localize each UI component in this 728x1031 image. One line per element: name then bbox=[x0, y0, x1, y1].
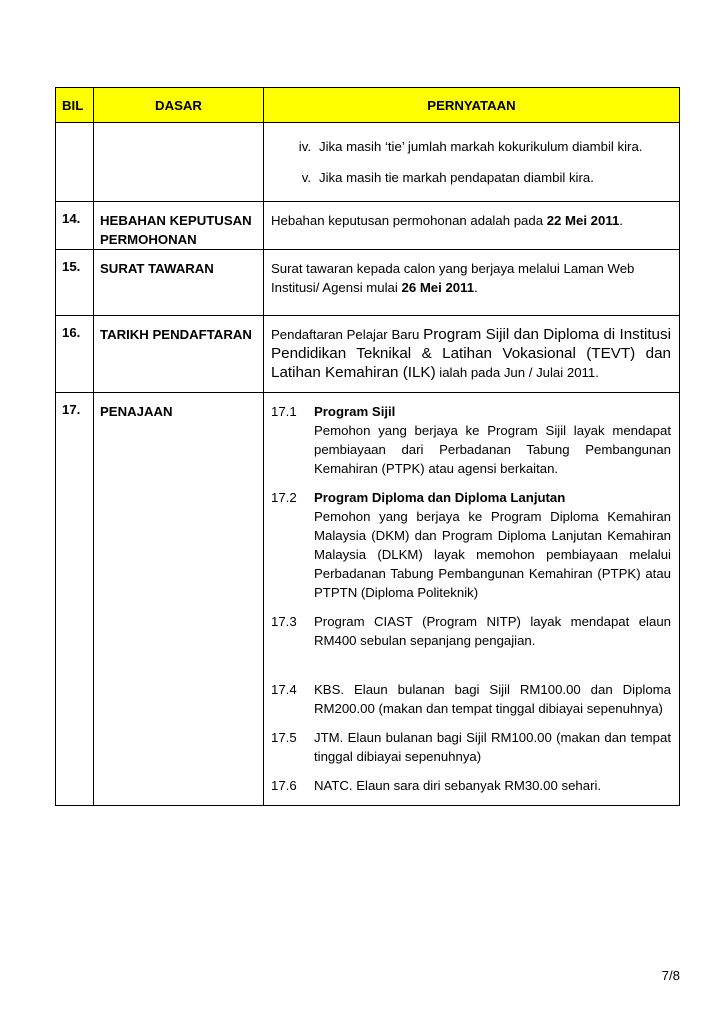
list-item bbox=[271, 776, 671, 795]
row-pernyataan-cell bbox=[264, 123, 680, 202]
list-item-label: 17.1 bbox=[271, 404, 297, 419]
table-header-row bbox=[56, 88, 680, 123]
statement-end: ialah pada Jun / Julai 2011. bbox=[435, 365, 599, 380]
list-item-label: 17.2 bbox=[271, 490, 297, 505]
list-item bbox=[271, 137, 671, 156]
header-dasar: DASAR bbox=[94, 88, 264, 123]
row-pernyataan bbox=[264, 316, 680, 393]
list-item-title: Program Diploma dan Diploma Lanjutan bbox=[314, 490, 566, 505]
list-item-label: iv. bbox=[298, 139, 311, 154]
list-item bbox=[271, 168, 671, 187]
list-item-text: KBS. Elaun bulanan bagi Sijil RM100.00 dan Diploma RM200.00 (makan dan tempat tinggal dibiayai sepenuhnya) bbox=[314, 682, 671, 716]
row-number: 17. bbox=[56, 393, 94, 806]
header-pernyataan: PERNYATAAN bbox=[264, 88, 680, 123]
row-number: 15. bbox=[56, 250, 94, 316]
list-item bbox=[271, 402, 671, 478]
list-item-label: 17.5 bbox=[271, 730, 297, 745]
list-item-text: Pemohon yang berjaya ke Program Sijil layak mendapat pembiayaan dari Perbadanan Tabung Pembangunan Kemahiran (PTPK) atau agensi berkaitan. bbox=[314, 423, 671, 476]
table-row bbox=[56, 393, 680, 806]
statement-programs: Program Sijil dan Diploma di Institusi Pendidikan Teknikal & Latihan Vokasional (TEVT) dan Latihan Kemahiran (ILK) bbox=[271, 326, 671, 381]
list-item-text: Jika masih ‘tie’ jumlah markah kokurikulum diambil kira. bbox=[319, 139, 643, 154]
list-item bbox=[271, 680, 671, 718]
row-dasar: SURAT TAWARAN bbox=[94, 250, 264, 316]
list-item bbox=[271, 612, 671, 650]
row-number: 16. bbox=[56, 316, 94, 393]
list-item-label: v. bbox=[301, 170, 311, 185]
statement-date: 26 Mei 2011 bbox=[401, 280, 475, 295]
list-item-text: NATC. Elaun sara diri sebanyak RM30.00 sehari. bbox=[314, 778, 602, 793]
table-row bbox=[56, 202, 680, 250]
row-dasar: TARIKH PENDAFTARAN bbox=[94, 316, 264, 393]
list-item-text: JTM. Elaun bulanan bagi Sijil RM100.00 (makan dan tempat tinggal dibiayai sepenuhnya) bbox=[314, 730, 671, 764]
list-item-title: Program Sijil bbox=[314, 404, 396, 419]
row-dasar-cell bbox=[94, 123, 264, 202]
page-number: 7/8 bbox=[661, 968, 680, 983]
row-pernyataan bbox=[264, 393, 680, 806]
list-item-label: 17.6 bbox=[271, 778, 297, 793]
policy-table bbox=[55, 87, 680, 806]
list-item bbox=[271, 488, 671, 602]
statement-end: . bbox=[474, 280, 478, 295]
row-dasar: HEBAHAN KEPUTUSAN PERMOHONAN bbox=[94, 202, 264, 250]
table-row bbox=[56, 250, 680, 316]
row-number: 14. bbox=[56, 202, 94, 250]
list-item-text: Program CIAST (Program NITP) layak mendapat elaun RM400 sebulan sepanjang pengajian. bbox=[314, 614, 671, 648]
list-item bbox=[271, 728, 671, 766]
statement-text: Hebahan keputusan permohonan adalah pada bbox=[271, 213, 547, 228]
list-item-text: Jika masih tie markah pendapatan diambil kira. bbox=[319, 170, 594, 185]
statement-date: 22 Mei 2011 bbox=[546, 213, 620, 228]
header-bil: BIL bbox=[56, 88, 94, 123]
row-dasar: PENAJAAN bbox=[94, 393, 264, 806]
statement-text: Pendaftaran Pelajar Baru bbox=[271, 327, 424, 342]
row-pernyataan bbox=[264, 250, 680, 316]
table-row bbox=[56, 123, 680, 202]
list-item-label: 17.4 bbox=[271, 682, 297, 697]
statement-text: Surat tawaran kepada calon yang berjaya melalui Laman Web Institusi/ Agensi mulai bbox=[271, 261, 635, 295]
table-row bbox=[56, 316, 680, 393]
statement-end: . bbox=[619, 213, 623, 228]
list-item-text: Pemohon yang berjaya ke Program Diploma Kemahiran Malaysia (DKM) dan Program Diploma Lanjutan Kemahiran Malaysia (DLKM) layak memohon pembiayaan melalui Perbadanan Tabung Pembangunan Kemahiran (PTPK) atau PTPTN (Diploma Politeknik) bbox=[314, 509, 671, 600]
row-number-cell bbox=[56, 123, 94, 202]
list-item-label: 17.3 bbox=[271, 614, 297, 629]
row-pernyataan bbox=[264, 202, 680, 250]
